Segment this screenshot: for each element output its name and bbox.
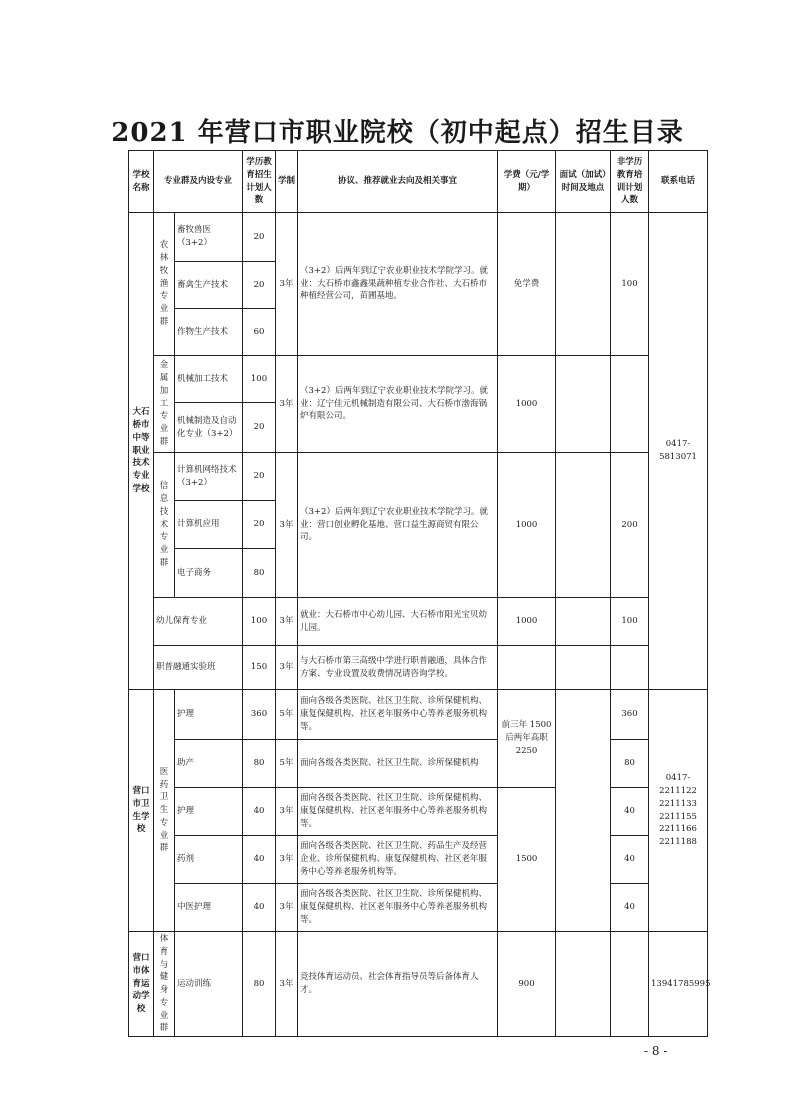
major-name: 机械制造及自动化专业（3+2） — [175, 403, 243, 453]
group-nonacad: 100 — [611, 213, 649, 356]
major-fee: 1500 — [498, 788, 556, 932]
major-nonacad — [611, 646, 649, 690]
group-agreement: （3+2）后两年到辽宁农业职业技术学院学习。就业：大石桥市鑫鑫果蔬种植专业合作社、大石桥市种植经营公司，苗圃基地。 — [298, 213, 498, 356]
major-plan: 80 — [243, 549, 276, 598]
page-title: 2021 年营口市职业院校（初中起点）招生目录 — [111, 118, 684, 148]
major-plan: 40 — [243, 788, 276, 836]
major-agreement: 面向各级各类医院、社区卫生院、诊所保健机构、康复保健机构、社区老年服务中心等养老服务机构等。 — [298, 788, 498, 836]
table-row — [129, 646, 708, 690]
major-fee: 900 — [498, 932, 556, 1037]
group-years: 3年 — [276, 356, 298, 453]
major-years: 3年 — [276, 598, 298, 646]
major-nonacad — [611, 932, 649, 1037]
table-row — [129, 356, 708, 403]
group-fee: 1000 — [498, 453, 556, 598]
header-plan: 学历教育招生计划人数 — [243, 151, 276, 213]
major-plan: 40 — [243, 836, 276, 884]
school3-phone: 13941785995 — [649, 932, 708, 1037]
major-name: 助产 — [175, 740, 243, 788]
major-plan: 20 — [243, 453, 276, 501]
major-years: 3年 — [276, 788, 298, 836]
school1-phone: 0417-5813071 — [649, 213, 708, 690]
school1-name: 大石桥市中等职业技术专业学校 — [129, 213, 154, 690]
table-row — [129, 836, 708, 884]
major-years: 5年 — [276, 740, 298, 788]
major-agreement: 面向各级各类医院、社区卫生院、药品生产及经营企业、诊所保健机构、康复保健机构、社区老年服务中心等养老服务机构等。 — [298, 836, 498, 884]
major-plan: 40 — [243, 884, 276, 932]
group-interview — [556, 453, 611, 598]
header-nonacad: 非学历教育培训计划人数 — [611, 151, 649, 213]
major-years: 3年 — [276, 884, 298, 932]
table-row — [129, 740, 708, 788]
table-row — [129, 884, 708, 932]
enrollment-table — [128, 150, 711, 1037]
major-nonacad: 40 — [611, 884, 649, 932]
group-fee: 免学费 — [498, 213, 556, 356]
major-plan: 20 — [243, 403, 276, 453]
major-name: 计算机网络技术（3+2） — [175, 453, 243, 501]
group-medical: 医药卫生专业群 — [154, 690, 175, 932]
table-row — [129, 788, 708, 836]
major-name: 幼儿保育专业 — [154, 598, 243, 646]
header-school: 学校名称 — [129, 151, 154, 213]
header-row — [129, 151, 708, 213]
table-row — [129, 213, 708, 262]
major-agreement: 就业：大石桥市中心幼儿园、大石桥市阳光宝贝幼儿园。 — [298, 598, 498, 646]
major-name: 药剂 — [175, 836, 243, 884]
major-interview — [556, 932, 611, 1037]
major-nonacad: 360 — [611, 690, 649, 740]
major-agreement: 面向各级各类医院、社区卫生院、诊所保健机构 — [298, 740, 498, 788]
major-agreement: 竞技体育运动员、社会体育指导员等后备体育人才。 — [298, 932, 498, 1037]
major-years: 3年 — [276, 646, 298, 690]
major-name: 作物生产技术 — [175, 309, 243, 356]
group-interview — [556, 213, 611, 356]
major-nonacad: 100 — [611, 598, 649, 646]
major-agreement: 与大石桥市第三高级中学进行职普融通，具体合作方案、专业设置及收费情况请咨询学校。 — [298, 646, 498, 690]
group-agri: 农林牧渔专业群 — [154, 213, 175, 356]
group-fee: 1000 — [498, 356, 556, 453]
table-row — [129, 598, 708, 646]
major-agreement: 面向各级各类医院、社区卫生院、诊所保健机构、康复保健机构、社区老年服务中心等养老服务机构等。 — [298, 884, 498, 932]
major-name: 计算机应用 — [175, 501, 243, 549]
header-phone: 联系电话 — [649, 151, 708, 213]
header-major: 专业群及内设专业 — [154, 151, 243, 213]
school2-phone: 0417-2211122 2211133 2211155 2211166 2211188 — [649, 690, 708, 932]
major-interview — [556, 646, 611, 690]
major-plan: 360 — [243, 690, 276, 740]
major-years: 3年 — [276, 836, 298, 884]
major-plan: 80 — [243, 932, 276, 1037]
group-agreement: （3+2）后两年到辽宁农业职业技术学院学习。就业：营口创业孵化基地、营口益生源商贸有限公司。 — [298, 453, 498, 598]
major-interview — [556, 690, 611, 932]
table-row — [129, 453, 708, 501]
group-interview — [556, 356, 611, 453]
school2-name: 营口市卫生学校 — [129, 690, 154, 932]
major-fee — [498, 646, 556, 690]
major-plan: 20 — [243, 262, 276, 309]
group-years: 3年 — [276, 213, 298, 356]
group-nonacad: 200 — [611, 453, 649, 598]
group-nonacad — [611, 356, 649, 453]
header-interview: 面试（加试）时间及地点 — [556, 151, 611, 213]
major-years: 5年 — [276, 690, 298, 740]
page-number: - 8 - — [644, 1044, 668, 1058]
major-name: 护理 — [175, 690, 243, 740]
table-row — [129, 690, 708, 740]
group-it: 信息技术专业群 — [154, 453, 175, 598]
major-nonacad: 40 — [611, 788, 649, 836]
major-fee: 前三年 1500 后两年高职 2250 — [498, 690, 556, 788]
major-nonacad: 80 — [611, 740, 649, 788]
major-name: 畜牧兽医（3+2） — [175, 213, 243, 262]
table-row — [129, 932, 708, 1037]
major-name: 职普融通实验班 — [154, 646, 243, 690]
group-agreement: （3+2）后两年到辽宁农业职业技术学院学习。就业：辽宁佳元机械制造有限公司、大石桥市渤海锅炉有限公司。 — [298, 356, 498, 453]
major-years: 3年 — [276, 932, 298, 1037]
major-name: 中医护理 — [175, 884, 243, 932]
major-name: 护理 — [175, 788, 243, 836]
group-years: 3年 — [276, 453, 298, 598]
major-name: 机械加工技术 — [175, 356, 243, 403]
major-nonacad: 40 — [611, 836, 649, 884]
major-plan: 150 — [243, 646, 276, 690]
major-name: 运动训练 — [175, 932, 243, 1037]
group-metal: 金属加工专业群 — [154, 356, 175, 453]
school3-name: 营口市体育运动学校 — [129, 932, 154, 1037]
major-name: 畜禽生产技术 — [175, 262, 243, 309]
major-plan: 80 — [243, 740, 276, 788]
major-plan: 20 — [243, 213, 276, 262]
major-name: 电子商务 — [175, 549, 243, 598]
major-plan: 20 — [243, 501, 276, 549]
header-years: 学制 — [276, 151, 298, 213]
major-agreement: 面向各级各类医院、社区卫生院、诊所保健机构、康复保健机构、社区老年服务中心等养老服务机构等。 — [298, 690, 498, 740]
header-agreement: 协议、推荐就业去向及相关事宜 — [298, 151, 498, 213]
major-fee: 1000 — [498, 598, 556, 646]
major-plan: 100 — [243, 356, 276, 403]
group-sports: 体育与健身专业群 — [154, 932, 175, 1037]
major-interview — [556, 598, 611, 646]
header-fee: 学费（元/学期） — [498, 151, 556, 213]
major-plan: 60 — [243, 309, 276, 356]
major-plan: 100 — [243, 598, 276, 646]
